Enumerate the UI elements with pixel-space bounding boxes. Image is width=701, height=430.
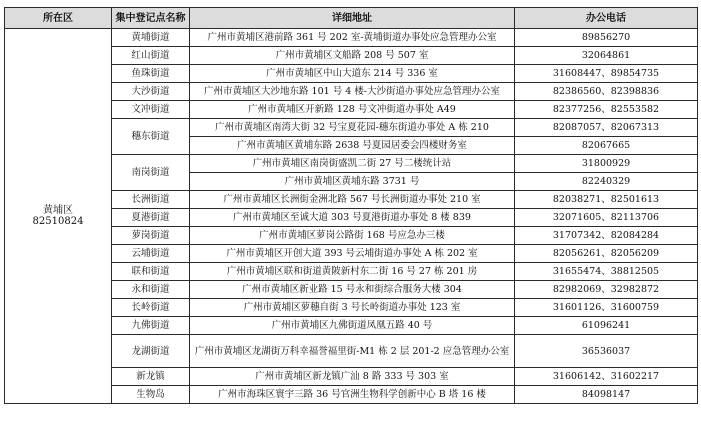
point-address: 广州市黄埔区大沙地东路 101 号 4 楼-大沙街道办事处应急管理办公室 bbox=[190, 83, 515, 101]
table-header-row bbox=[5, 8, 698, 29]
point-address: 广州市黄埔区南岗街盛凯二街 27 号二楼统计站 bbox=[190, 155, 515, 173]
point-address: 广州市黄埔区新业路 15 号永和街综合服务大楼 304 bbox=[190, 281, 515, 299]
district-cell bbox=[5, 29, 112, 404]
point-name: 长洲街道 bbox=[112, 191, 190, 209]
point-name: 永和街道 bbox=[112, 281, 190, 299]
header-point-name: 集中登记点名称 bbox=[112, 8, 190, 29]
registration-table-container bbox=[4, 7, 698, 404]
point-name: 生物岛 bbox=[112, 386, 190, 404]
point-name: 云埔街道 bbox=[112, 245, 190, 263]
point-address: 广州市黄埔区至诚大道 303 号夏港街道办事处 8 楼 839 bbox=[190, 209, 515, 227]
point-name: 新龙镇 bbox=[112, 368, 190, 386]
point-address: 广州市黄埔区九佛街道凤凰五路 40 号 bbox=[190, 317, 515, 335]
point-phone: 82067665 bbox=[515, 137, 698, 155]
point-name: 龙湖街道 bbox=[112, 335, 190, 368]
point-phone: 82386560、82398836 bbox=[515, 83, 698, 101]
point-name: 红山街道 bbox=[112, 47, 190, 65]
point-address: 广州市黄埔区中山大道东 214 号 336 室 bbox=[190, 65, 515, 83]
registration-points-table bbox=[4, 7, 698, 404]
point-address: 广州市黄埔区文船路 208 号 507 室 bbox=[190, 47, 515, 65]
point-address: 广州市黄埔区萝岗公路街 168 号应急办三楼 bbox=[190, 227, 515, 245]
point-phone: 31800929 bbox=[515, 155, 698, 173]
point-phone: 82377256、82553582 bbox=[515, 101, 698, 119]
point-phone: 32071605、82113706 bbox=[515, 209, 698, 227]
point-phone: 61096241 bbox=[515, 317, 698, 335]
point-name: 文冲街道 bbox=[112, 101, 190, 119]
point-phone: 82982069、32982872 bbox=[515, 281, 698, 299]
point-address: 广州市黄埔区龙湖街万科幸福誉福里街-M1 栋 2 层 201-2 应急管理办公室 bbox=[190, 335, 515, 368]
point-name: 鱼珠街道 bbox=[112, 65, 190, 83]
point-phone: 31707342、82084284 bbox=[515, 227, 698, 245]
point-address: 广州市黄埔区南湾大街 32 号宝夏花园-穗东街道办事处 A 栋 210 bbox=[190, 119, 515, 137]
point-address: 广州市黄埔区联和街道黄陂新村东二街 16 号 27 栋 201 房 bbox=[190, 263, 515, 281]
point-phone: 31655474、38812505 bbox=[515, 263, 698, 281]
point-name: 黄埔街道 bbox=[112, 29, 190, 47]
district-phone: 82510824 bbox=[32, 216, 84, 227]
point-name: 长岭街道 bbox=[112, 299, 190, 317]
point-address: 广州市黄埔区黄埔东路 3731 号 bbox=[190, 173, 515, 191]
point-name: 南岗街道 bbox=[112, 155, 190, 191]
point-phone: 36536037 bbox=[515, 335, 698, 368]
point-address: 广州市黄埔区港前路 361 号 202 室-黄埔街道办事处应急管理办公室 bbox=[190, 29, 515, 47]
point-address: 广州市黄埔区黄埔东路 2638 号夏园居委会四楼财务室 bbox=[190, 137, 515, 155]
header-district: 所在区 bbox=[5, 8, 112, 29]
point-phone: 82038271、82501613 bbox=[515, 191, 698, 209]
point-name: 穗东街道 bbox=[112, 119, 190, 155]
point-address: 广州市黄埔区萝穗自街 3 号长岭街道办事处 123 室 bbox=[190, 299, 515, 317]
point-phone: 31606142、31602217 bbox=[515, 368, 698, 386]
point-phone: 31608447、89854735 bbox=[515, 65, 698, 83]
point-address: 广州市黄埔区新龙镇广汕 8 路 333 号 303 室 bbox=[190, 368, 515, 386]
point-phone: 32064861 bbox=[515, 47, 698, 65]
point-name: 夏港街道 bbox=[112, 209, 190, 227]
point-name: 萝岗街道 bbox=[112, 227, 190, 245]
point-name: 九佛街道 bbox=[112, 317, 190, 335]
point-name: 联和街道 bbox=[112, 263, 190, 281]
header-address: 详细地址 bbox=[190, 8, 515, 29]
header-phone: 办公电话 bbox=[515, 8, 698, 29]
point-name: 大沙街道 bbox=[112, 83, 190, 101]
point-address: 广州市黄埔区开新路 128 号文冲街道办事处 A49 bbox=[190, 101, 515, 119]
point-phone: 31601126、31600759 bbox=[515, 299, 698, 317]
point-address: 广州市黄埔区开创大道 393 号云埔街道办事处 A 栋 202 室 bbox=[190, 245, 515, 263]
point-address: 广州市黄埔区长洲街金洲北路 567 号长洲街道办事处 210 室 bbox=[190, 191, 515, 209]
table-row bbox=[5, 29, 698, 47]
point-phone: 84098147 bbox=[515, 386, 698, 404]
point-phone: 89856270 bbox=[515, 29, 698, 47]
point-address: 广州市海珠区寰宇三路 36 号官洲生物科学创新中心 B 塔 16 楼 bbox=[190, 386, 515, 404]
point-phone: 82087057、82067313 bbox=[515, 119, 698, 137]
district-name: 黄埔区 bbox=[43, 205, 73, 216]
point-phone: 82240329 bbox=[515, 173, 698, 191]
point-phone: 82056261、82056209 bbox=[515, 245, 698, 263]
